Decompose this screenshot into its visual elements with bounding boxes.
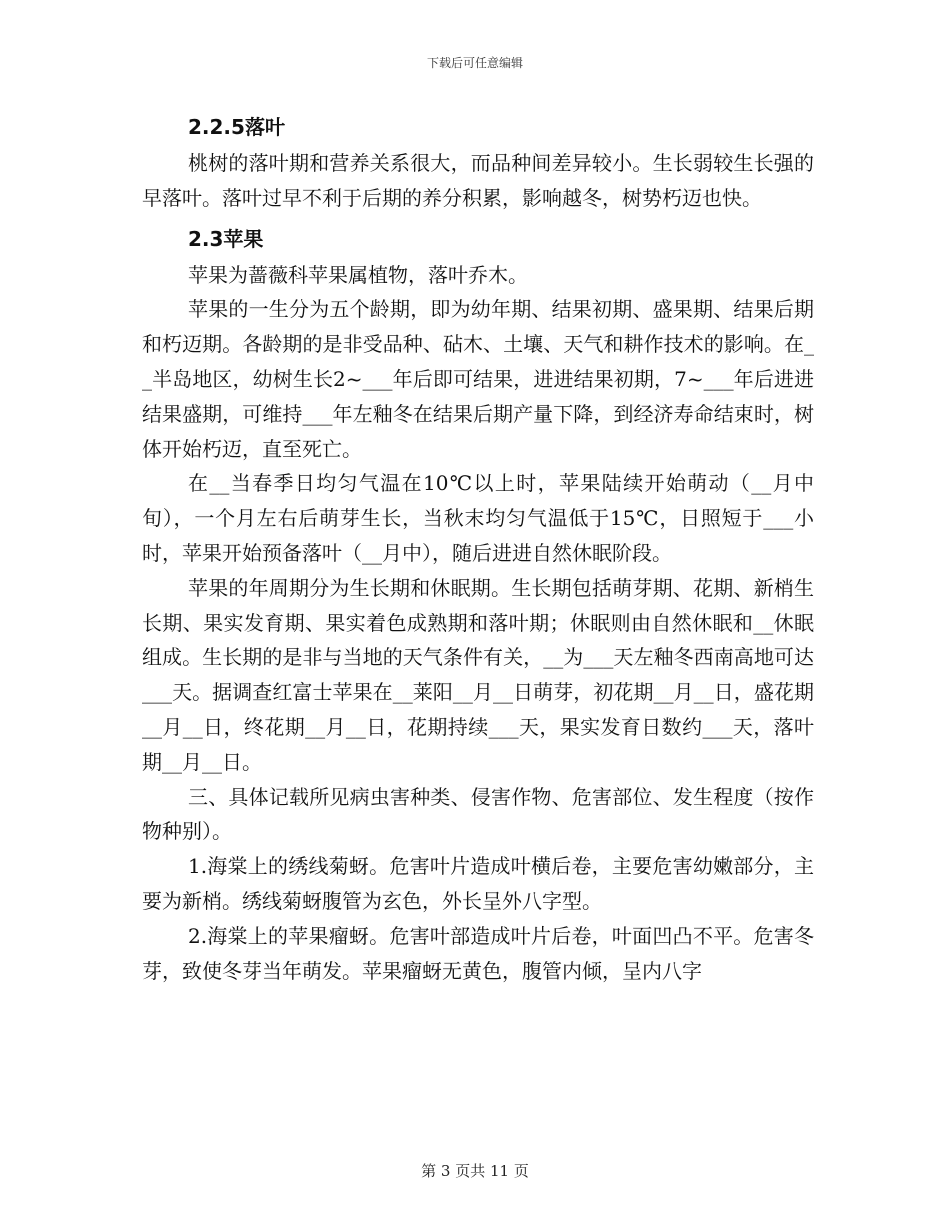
- paragraph-apple-life-stages: 苹果的一生分为五个龄期，即为幼年期、结果初期、盛果期、结果后期和朽迈期。各龄期的是非受品种、砧木、土壤、天气和耕作技术的影响。在__半岛地区，幼树生长2~___年后即可结果，进进结果初期，7~___年后进进结果盛期，可维持___年左釉冬在结果后期产量下降，到经济寿命结束时，树体开始朽迈，直至死亡。: [142, 297, 814, 461]
- page-footer: 第 3 页共 11 页: [421, 1162, 529, 1180]
- paragraph-pest-item-1: 1.海棠上的绣线菊蚜。危害叶片造成叶横后卷，主要危害幼嫩部分，主要为新梢。绣线菊蚜腹管为玄色，外长呈外八字型。: [142, 854, 814, 913]
- section-heading-apple: 2.3苹果: [188, 226, 264, 251]
- document-body: [142, 108, 814, 988]
- section-heading-fallen-leaves: 2.2.5落叶: [188, 115, 285, 139]
- paragraph-apple-intro: 苹果为蔷薇科苹果属植物，落叶乔木。: [188, 262, 528, 287]
- paragraph-apple-annual-cycle: 苹果的年周期分为生长期和休眠期。生长期包括萌芽期、花期、新梢生长期、果实发育期、果实着色成熟期和落叶期；休眠则由自然休眠和__休眠组成。生长期的是非与当地的天气条件有关，__为___天左釉冬西南高地可达___天。据调查红富士苹果在__莱阳__月__日萌芽，初花期__月__日，盛花期__月__日，终花期__月__日，花期持续___天，果实发育日数约___天，落叶期__月__日。: [142, 575, 814, 774]
- paragraph-pest-item-2: 2.海棠上的苹果瘤蚜。危害叶部造成叶片后卷，叶面凹凸不平。危害冬芽，致使冬芽当年萌发。苹果瘤蚜无黄色，腹管内倾，呈内八字: [142, 923, 814, 983]
- paragraph-pest-record-heading: 三、具体记载所见病虫害种类、侵害作物、危害部位、发生程度（按作物种别）。: [142, 784, 814, 844]
- paragraph-peach-leaf-fall: 桃树的落叶期和营养关系很大，而品种间差异较小。生长弱较生长强的早落叶。落叶过早不利于后期的养分积累，影响越冬，树势朽迈也快。: [142, 151, 814, 210]
- paragraph-apple-sprouting: 在__当春季日均匀气温在10℃以上时，苹果陆续开始萌动（__月中旬），一个月左右后萌芽生长，当秋末均匀气温低于15℃，日照短于___小时，苹果开始预备落叶（__月中），随后进进自然休眠阶段。: [142, 471, 814, 565]
- page-header: 下载后可任意编辑: [426, 56, 523, 70]
